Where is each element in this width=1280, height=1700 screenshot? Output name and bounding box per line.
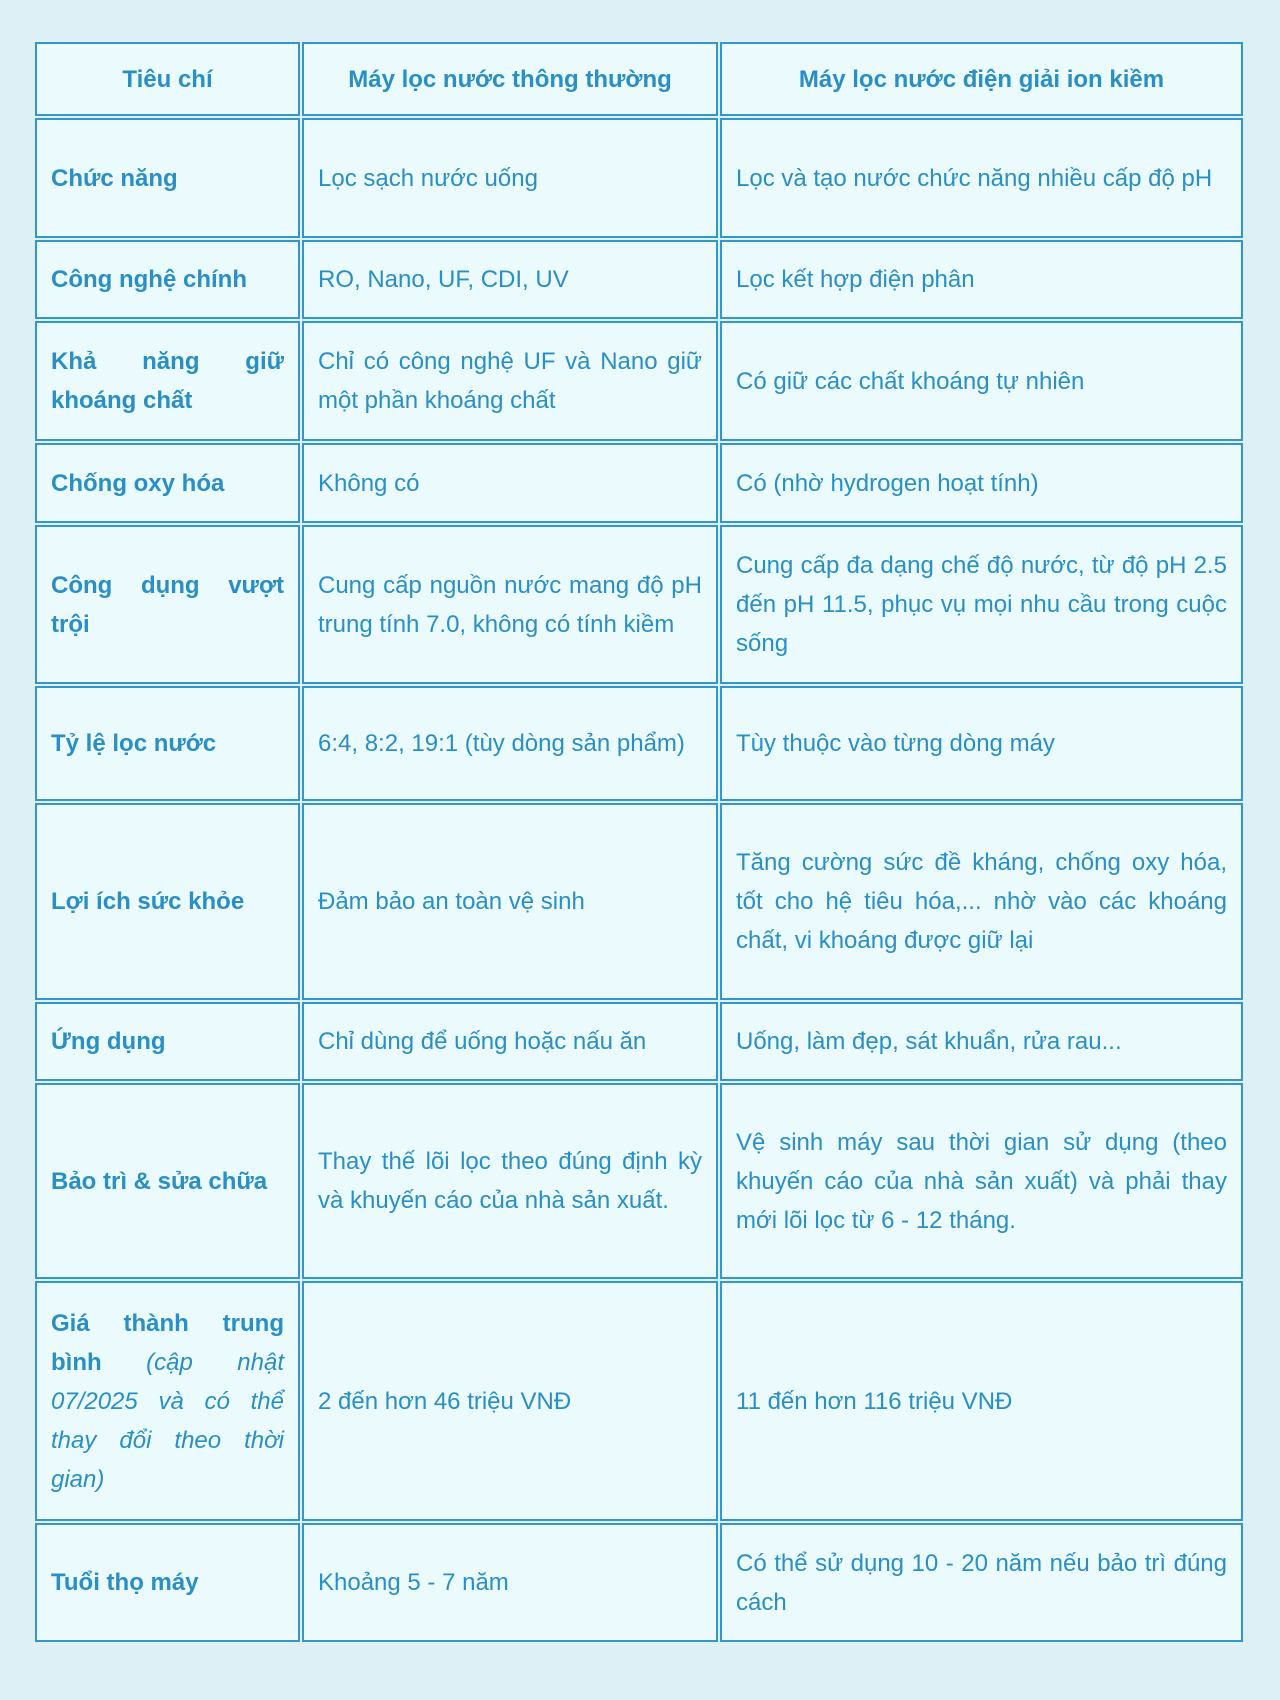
table-row — [35, 1002, 1243, 1081]
alkaline-filter-cell: Lọc và tạo nước chức năng nhiều cấp độ pH — [720, 118, 1243, 238]
criterion-note: (cập nhật 07/2025 và có thể thay đổi theo thời gian) — [51, 1348, 284, 1493]
header-regular-filter: Máy lọc nước thông thường — [302, 42, 718, 116]
criterion-label: Chống oxy hóa — [51, 469, 225, 497]
criterion-label: Tỷ lệ lọc nước — [51, 730, 217, 757]
regular-filter-cell: Đảm bảo an toàn vệ sinh — [302, 803, 718, 1000]
criterion-cell — [35, 443, 300, 523]
criterion-cell — [35, 1083, 300, 1279]
alkaline-filter-cell: Vệ sinh máy sau thời gian sử dụng (theo khuyến cáo của nhà sản xuất) và phải thay mới lõi lọc từ 6 - 12 tháng. — [720, 1083, 1243, 1279]
criterion-cell — [35, 1523, 300, 1642]
criterion-label: Chức năng — [51, 164, 178, 192]
regular-filter-cell: Chỉ có công nghệ UF và Nano giữ một phần khoáng chất — [302, 321, 718, 441]
criterion-label: Lợi ích sức khỏe — [51, 888, 245, 915]
comparison-table — [33, 40, 1245, 1644]
table-header-row — [35, 42, 1243, 116]
table-row — [35, 1083, 1243, 1279]
table-row — [35, 240, 1243, 319]
alkaline-filter-cell: Lọc kết hợp điện phân — [720, 240, 1243, 319]
criterion-label: Khả năng giữ khoáng chất — [51, 348, 284, 414]
alkaline-filter-cell: 11 đến hơn 116 triệu VNĐ — [720, 1281, 1243, 1521]
table-row — [35, 803, 1243, 1000]
alkaline-filter-cell: Uống, làm đẹp, sát khuẩn, rửa rau... — [720, 1002, 1243, 1081]
alkaline-filter-cell: Tăng cường sức đề kháng, chống oxy hóa, tốt cho hệ tiêu hóa,... nhờ vào các khoáng chất, vi khoáng được giữ lại — [720, 803, 1243, 1000]
criterion-label: Tuổi thọ máy — [51, 1569, 199, 1596]
table-row — [35, 118, 1243, 238]
table-row — [35, 1281, 1243, 1521]
regular-filter-cell: Chỉ dùng để uống hoặc nấu ăn — [302, 1002, 718, 1081]
regular-filter-cell: Thay thế lõi lọc theo đúng định kỳ và khuyến cáo của nhà sản xuất. — [302, 1083, 718, 1279]
criterion-label: Công dụng vượt trội — [51, 571, 284, 638]
table-body — [35, 118, 1243, 1642]
regular-filter-cell: 2 đến hơn 46 triệu VNĐ — [302, 1281, 718, 1521]
alkaline-filter-cell: Có giữ các chất khoáng tự nhiên — [720, 321, 1243, 441]
criterion-cell — [35, 803, 300, 1000]
regular-filter-cell: Không có — [302, 443, 718, 523]
criterion-label: Giá thành trung bình — [51, 1309, 284, 1376]
alkaline-filter-cell: Có (nhờ hydrogen hoạt tính) — [720, 443, 1243, 523]
table-row — [35, 686, 1243, 801]
criterion-cell — [35, 1281, 300, 1521]
criterion-label: Ứng dụng — [51, 1028, 166, 1055]
regular-filter-cell: Cung cấp nguồn nước mang độ pH trung tính 7.0, không có tính kiềm — [302, 525, 718, 684]
alkaline-filter-cell: Tùy thuộc vào từng dòng máy — [720, 686, 1243, 801]
header-alkaline-filter: Máy lọc nước điện giải ion kiềm — [720, 42, 1243, 116]
table-row — [35, 321, 1243, 441]
criterion-cell — [35, 321, 300, 441]
regular-filter-cell: 6:4, 8:2, 19:1 (tùy dòng sản phẩm) — [302, 686, 718, 801]
criterion-label: Công nghệ chính — [51, 266, 247, 293]
criterion-cell — [35, 118, 300, 238]
criterion-cell — [35, 240, 300, 319]
header-criterion: Tiêu chí — [35, 42, 300, 116]
criterion-cell — [35, 686, 300, 801]
criterion-cell — [35, 1002, 300, 1081]
regular-filter-cell: Lọc sạch nước uống — [302, 118, 718, 238]
table-row — [35, 1523, 1243, 1642]
comparison-table-container — [35, 42, 1245, 1642]
table-row — [35, 443, 1243, 523]
criterion-cell — [35, 525, 300, 684]
criterion-label: Bảo trì & sửa chữa — [51, 1167, 268, 1195]
regular-filter-cell: RO, Nano, UF, CDI, UV — [302, 240, 718, 319]
alkaline-filter-cell: Có thể sử dụng 10 - 20 năm nếu bảo trì đúng cách — [720, 1523, 1243, 1642]
alkaline-filter-cell: Cung cấp đa dạng chế độ nước, từ độ pH 2.5 đến pH 11.5, phục vụ mọi nhu cầu trong cuộc sống — [720, 525, 1243, 684]
table-row — [35, 525, 1243, 684]
regular-filter-cell: Khoảng 5 - 7 năm — [302, 1523, 718, 1642]
